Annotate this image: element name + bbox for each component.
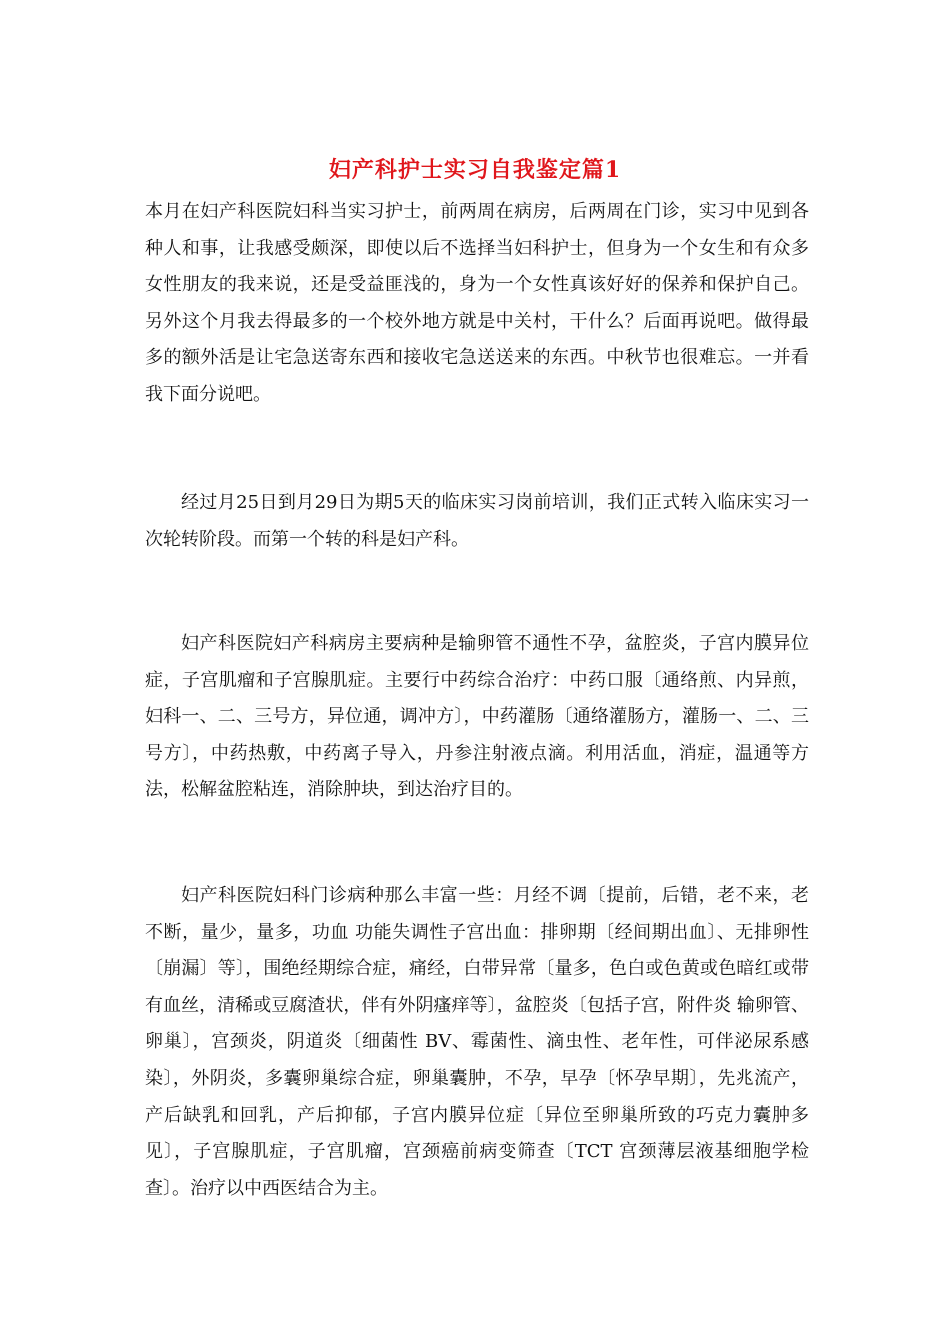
paragraph-ward: 妇产科医院妇产科病房主要病种是输卵管不通性不孕，盆腔炎，子宫内膜异位症，子宫肌瘤和子宫腺肌症。主要行中药综合治疗：中药口服〔通络煎、内异煎，妇科一、二、三号方，异位通，调冲方〕，中药灌肠〔通络灌肠方，灌肠一、二、三号方〕，中药热敷，中药离子导入，丹参注射液点滴。利用活血，消症，温通等方法，松解盆腔粘连，消除肿块，到达治疗目的。 — [145, 633, 809, 801]
paragraph-intro: 本月在妇产科医院妇科当实习护士，前两周在病房，后两周在门诊，实习中见到各种人和事，让我感受颇深，即使以后不选择当妇科护士，但身为一个女生和有众多女性朋友的我来说，还是受益匪浅的，身为一个女性真该好好的保养和保护自己。另外这个月我去得最多的一个校外地方就是中关村，干什么？后面再说吧。做得最多的额外活是让宅急送寄东西和接收宅急送送来的东西。中秋节也很难忘。一并看我下面分说吧。 — [145, 201, 809, 405]
document-title: 妇产科护士实习自我鉴定篇1 — [328, 157, 622, 183]
paragraph-training: 经过月25日到月29日为期5天的临床实习岗前培训，我们正式转入临床实习一次轮转阶段。而第一个转的科是妇产科。 — [145, 492, 809, 550]
paragraph-clinic: 妇产科医院妇科门诊病种那么丰富一些：月经不调〔提前，后错，老不来，老不断，量少，量多，功血 功能失调性子宫出血：排卵期〔经间期出血〕、无排卵性〔崩漏〕等〕，围绝经期综合症，痛经，白带异常〔量多，色白或色黄或色暗红或带有血丝，清稀或豆腐渣状，伴有外阴瘙痒等〕，盆腔炎〔包括子宫，附件炎 输卵管、卵巢〕，宫颈炎，阴道炎〔细菌性 BV、霉菌性、滴虫性、老年性，可伴泌尿系感染〕，外阴炎，多囊卵巢综合症，卵巢囊肿，不孕，早孕〔怀孕早期〕，先兆流产，产后缺乳和回乳，产后抑郁，子宫内膜异位症〔异位至卵巢所致的巧克力囊肿多见〕，子宫腺肌症，子宫肌瘤，宫颈癌前病变筛查〔TCT 宫颈薄层液基细胞学检查〕。治疗以中西医结合为主。 — [145, 885, 809, 1199]
